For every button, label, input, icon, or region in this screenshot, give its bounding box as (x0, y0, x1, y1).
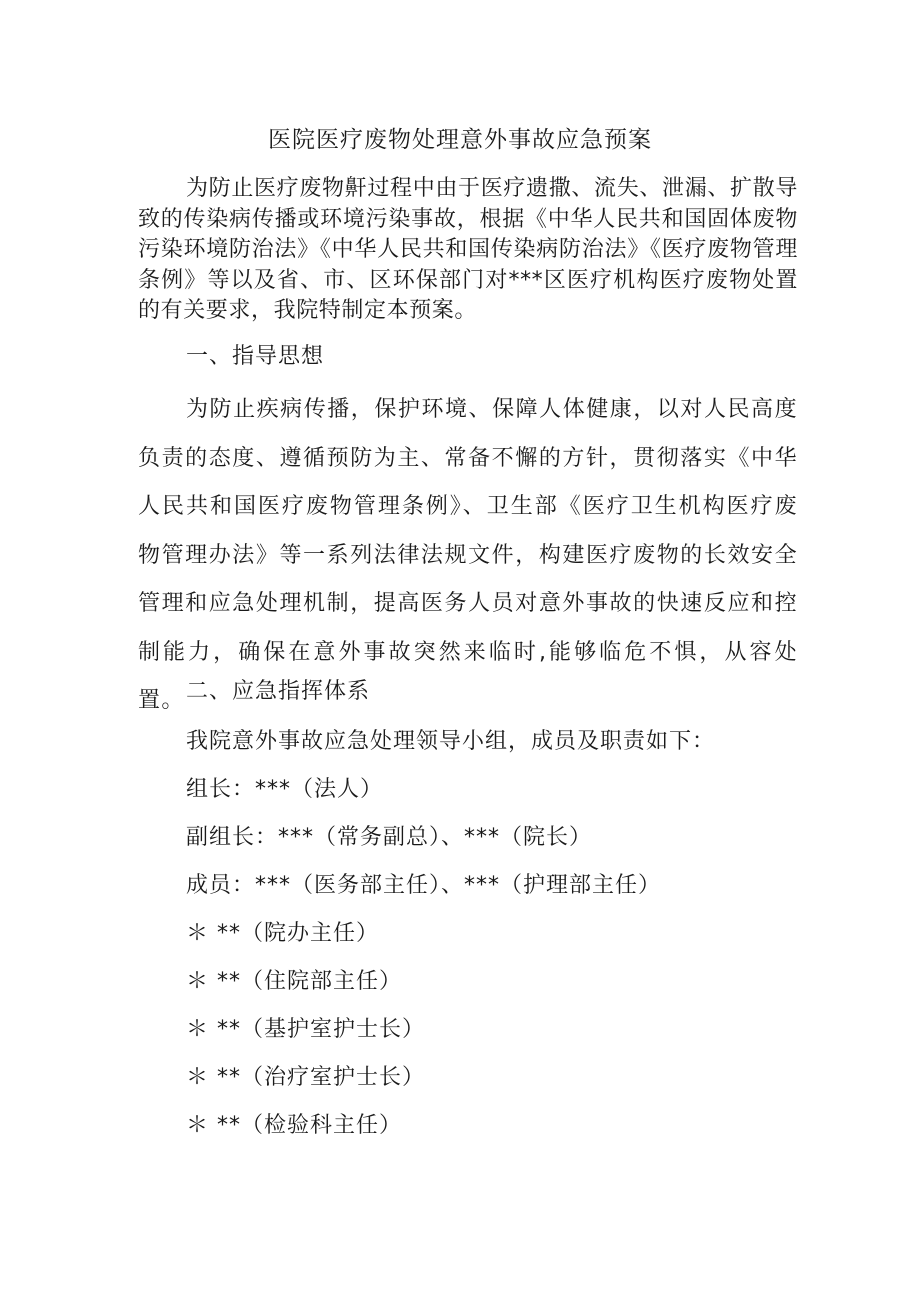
member-line: ＊ **（治疗室护士长） (186, 1065, 425, 1090)
member-line: ＊ **（基护室护士长） (186, 1017, 425, 1042)
section-1-heading: 一、指导思想 (186, 344, 325, 369)
member-line: ＊ **（院办主任） (186, 921, 379, 946)
section-1-paragraph: 为防止疾病传播，保护环境、保障人体健康，以对人民高度负责的态度、遵循预防为主、常备不懈的方针，贯彻落实《中华人民共和国医疗废物管理条例》、卫生部《医疗卫生机构医疗废物管理办法》等一系列法律法规文件，构建医疗废物的长效安全管理和应急处理机制，提高医务人员对意外事故的快速反应和控制能力，确保在意外事故突然来临时,能够临危不惧，从容处置。 (138, 397, 798, 713)
member-line: 组长：***（法人） (186, 777, 384, 802)
document-title: 医院医疗废物处理意外事故应急预案 (268, 127, 652, 153)
leadership-intro: 我院意外事故应急处理领导小组，成员及职责如下： (186, 729, 716, 754)
member-line: ＊ **（检验科主任） (186, 1113, 402, 1138)
member-line: ＊ **（住院部主任） (186, 969, 402, 994)
intro-paragraph: 为防止医疗废物鼾过程中由于医疗遗撒、流失、泄漏、扩散导致的传染病传播或环境污染事故，根据《中华人民共和国固体废物污染环境防治法》《中华人民共和国传染病防治法》《医疗废物管理条例》等以及省、市、区环保部门对***区医疗机构医疗废物处置的有关要求，我院特制定本预案。 (138, 176, 798, 323)
member-line: 成员：***（医务部主任）、***（护理部主任） (186, 873, 662, 898)
section-2-heading: 二、应急指挥体系 (186, 679, 371, 704)
member-line: 副组长：***（常务副总）、***（院长） (186, 825, 593, 850)
